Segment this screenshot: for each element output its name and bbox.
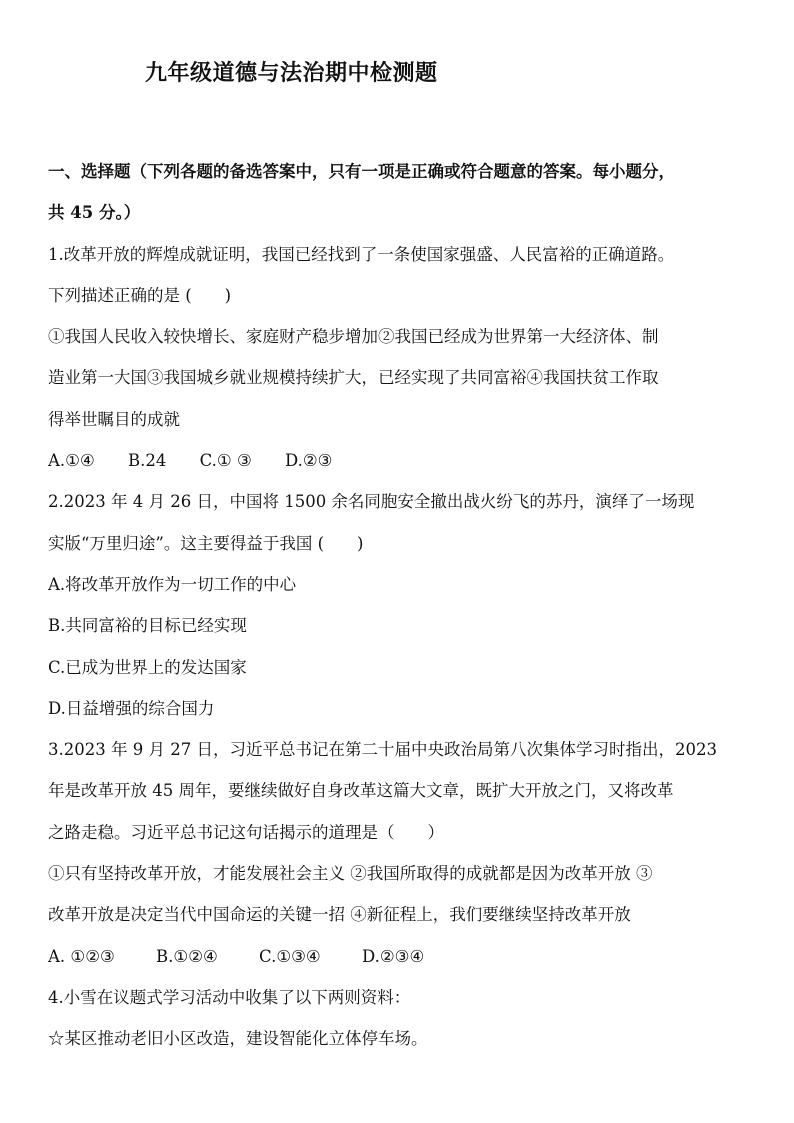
q2-option-b: B.共同富裕的目标已经实现 <box>48 616 247 636</box>
q3-option-d: D.②③④ <box>361 946 425 966</box>
q3-option-a: A. ①②③ <box>48 946 115 966</box>
q1-stem-line-2: 下列描述正确的是 ( ) <box>48 285 232 305</box>
q3-stem-line-2: 年是改革开放 45 周年，要继续做好自身改革这篇大文章，既扩大开放之门，又将改革 <box>48 781 674 801</box>
q2-option-a: A.将改革开放作为一切工作的中心 <box>48 574 297 594</box>
q2-stem-line-2: 实版“万里归途”。这主要得益于我国 ( ) <box>48 533 364 553</box>
q4-material-1: ☆某区推动老旧小区改造，建设智能化立体停车场。 <box>48 1029 428 1049</box>
q1-option-b: B.24 <box>128 451 167 471</box>
q1-stem-line-1: 1.改革开放的辉煌成就证明，我国已经找到了一条使国家强盛、人民富裕的正确道路。 <box>48 244 675 264</box>
q3-items-line-2: 改革开放是决定当代中国命运的关键一招 ④新征程上，我们要继续坚持改革开放 <box>48 905 631 925</box>
q4-stem-line-1: 4.小雪在议题式学习活动中收集了以下两则资料： <box>48 987 411 1007</box>
q3-items-line-1: ①只有坚持改革开放，才能发展社会主义 ②我国所取得的成就都是因为改革开放 ③ <box>48 864 653 884</box>
q3-stem-line-1: 3.2023 年 9 月 27 日，习近平总书记在第二十届中央政治局第八次集体学习时指出，2023 <box>48 740 717 760</box>
q3-option-b: B.①②④ <box>156 946 218 966</box>
section-heading-line-2: 共 45 分。） <box>48 203 141 223</box>
q1-items-line-3: 得举世瞩目的成就 <box>48 409 180 429</box>
q3-options <box>48 942 762 983</box>
q3-stem-line-3: 之路走稳。习近平总书记这句话揭示的道理是（ ） <box>48 822 444 842</box>
q1-options <box>48 446 762 487</box>
exam-content <box>48 157 762 1066</box>
q2-option-d: D.日益增强的综合国力 <box>48 698 215 718</box>
q1-items-line-2: 造业第一大国③我国城乡就业规模持续扩大，已经实现了共同富裕④我国扶贫工作取 <box>48 368 659 388</box>
q1-option-c: C.① ③ <box>199 451 252 471</box>
q2-option-c: C.已成为世界上的发达国家 <box>48 657 247 677</box>
q1-option-d: D.②③ <box>285 451 333 471</box>
q3-option-c: C.①③④ <box>259 946 321 966</box>
page-title: 九年级道德与法治期中检测题 <box>145 60 438 86</box>
q1-option-a: A.①④ <box>48 451 95 471</box>
q1-items-line-1: ①我国人民收入较快增长、家庭财产稳步增加②我国已经成为世界第一大经济体、制 <box>48 327 659 347</box>
section-heading-line-1: 一、选择题（下列各题的备选答案中，只有一项是正确或符合题意的答案。每小题分， <box>48 162 675 181</box>
q2-stem-line-1: 2.2023 年 4 月 26 日，中国将 1500 余名同胞安全撤出战火纷飞的苏丹，演绎了一场现 <box>48 492 695 512</box>
